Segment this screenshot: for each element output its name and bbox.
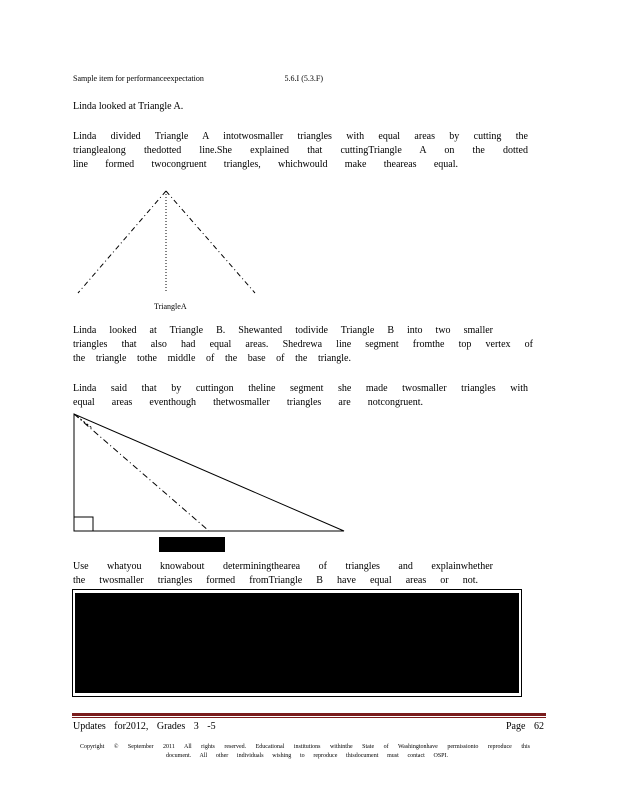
paragraph-2-line: line formed twocongruent triangles, whichwould make theareas equal. — [73, 159, 458, 170]
expectation-code: 5.6.I (5.3.F) — [284, 74, 323, 83]
paragraph-3-line: Linda looked at Triangle B. Shewanted todivide Triangle B into two smaller — [73, 325, 493, 336]
triangle-b — [74, 414, 344, 531]
paragraph-2-line: trianglealong thedotted line.She explained that cuttingTriangle A on the dotted — [73, 145, 528, 156]
triangle-a-left-side — [78, 191, 166, 293]
triangle-b-outline — [74, 414, 344, 531]
triangle-a — [78, 191, 255, 293]
answer-box-redaction — [75, 593, 519, 693]
triangle-b-median — [74, 414, 209, 531]
footer-copyright-line-1: Copyright © September 2011 All rights reserved. Educational institutions withinthe State of Washingtonhave permissionto reproduce this — [80, 744, 530, 750]
paragraph-3-line: the triangle tothe middle of the base of the triangle. — [73, 353, 351, 364]
paragraph-2-line: Linda divided Triangle A intotwosmaller triangles with equal areas by cutting the — [73, 131, 528, 142]
paragraph-1: Linda looked at Triangle A. — [73, 101, 184, 112]
triangle-a-label: TriangleA — [154, 302, 187, 311]
paragraph-5-line: Use whatyou knowabout determiningthearea of triangles and explainwhether — [73, 561, 493, 572]
footer-rule-thin — [72, 717, 546, 718]
triangle-a-right-side — [166, 191, 255, 293]
paragraph-4-line: equal areas eventhough thetwosmaller triangles are notcongruent. — [73, 397, 423, 408]
paragraph-3 — [73, 324, 533, 366]
paragraph-5 — [73, 560, 493, 588]
right-angle-marker — [74, 517, 93, 531]
paragraph-4 — [73, 382, 528, 410]
redacted-label — [159, 537, 225, 552]
footer-page-number: Page 62 — [506, 721, 544, 732]
answer-box — [72, 589, 522, 697]
footer-copyright-line-2: document. All other individuals wishing to reproduce thisdocument must contact OSPI. — [166, 753, 448, 759]
paragraph-3-line: triangles that also had equal areas. Shedrewa line segment fromthe top vertex of — [73, 339, 533, 350]
sample-item-text: Sample item for performanceexpectation — [73, 74, 204, 83]
paragraph-4-line: Linda said that by cuttingon theline segment she made twosmaller triangles with — [73, 383, 528, 394]
footer-updates: Updates for2012, Grades 3 -5 — [73, 721, 216, 732]
footer-rule-thick — [72, 713, 546, 716]
paragraph-5-line: the twosmaller triangles formed fromTriangle B have equal areas or not. — [73, 575, 478, 586]
